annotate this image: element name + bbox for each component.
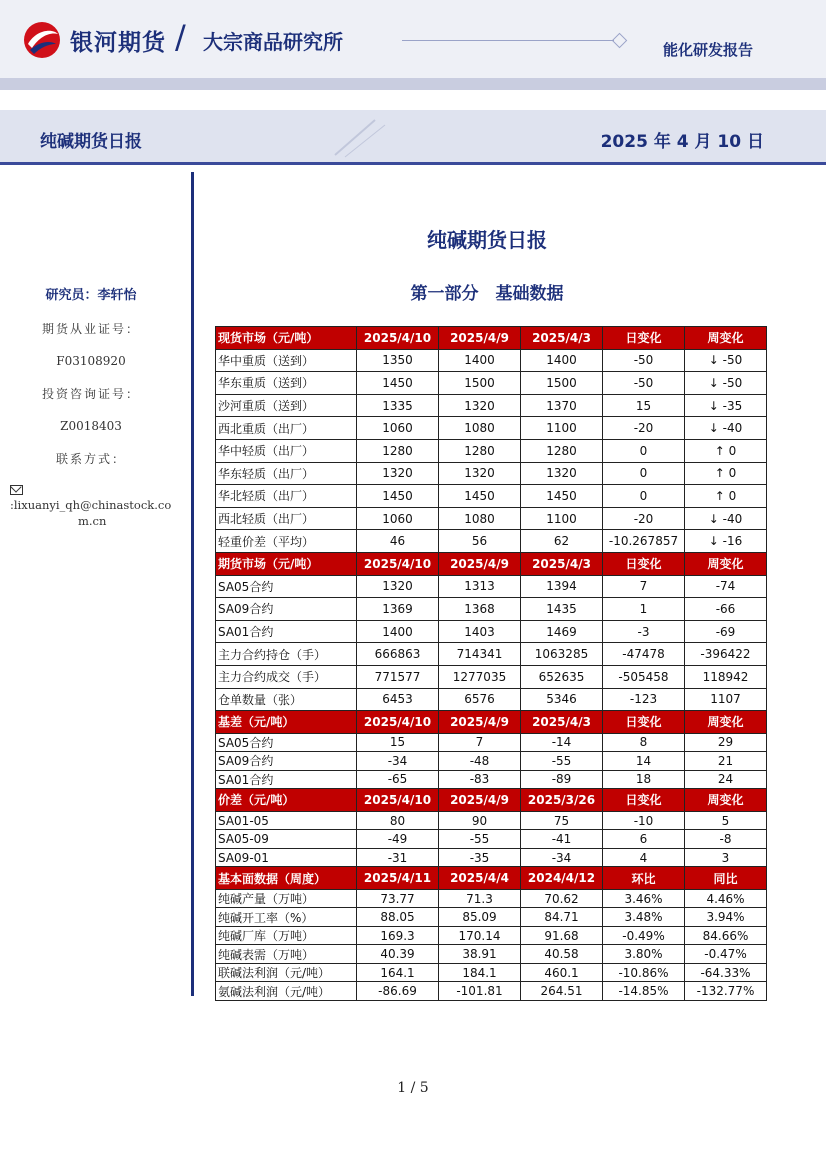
table-cell: 169.3 bbox=[357, 926, 439, 945]
table-cell: ↓ -50 bbox=[685, 372, 767, 395]
section-title: 第一部分 基础数据 bbox=[410, 284, 564, 304]
table-cell: 73.77 bbox=[357, 889, 439, 908]
row-label: SA05-09 bbox=[216, 830, 357, 849]
section-header-label: 期货市场（元/吨） bbox=[216, 552, 357, 575]
table-row bbox=[216, 945, 767, 964]
table-row bbox=[216, 417, 767, 440]
table-cell: 15 bbox=[603, 394, 685, 417]
table-cell: -123 bbox=[603, 688, 685, 711]
row-label: SA05合约 bbox=[216, 575, 357, 598]
mail-icon bbox=[10, 485, 23, 495]
table-cell: -101.81 bbox=[439, 982, 521, 1001]
column-header: 日变化 bbox=[603, 789, 685, 812]
table-cell: -34 bbox=[357, 752, 439, 771]
table-row bbox=[216, 811, 767, 830]
table-cell: 4 bbox=[603, 848, 685, 867]
table-section-header bbox=[216, 711, 767, 734]
column-header: 2025/4/9 bbox=[439, 789, 521, 812]
table-cell: 1350 bbox=[357, 349, 439, 372]
table-cell: 1450 bbox=[521, 485, 603, 508]
table-cell: ↓ -16 bbox=[685, 530, 767, 553]
advisory-label: 投资咨询证号： bbox=[41, 387, 140, 401]
table-cell: -20 bbox=[603, 507, 685, 530]
column-header: 2025/4/11 bbox=[357, 867, 439, 890]
table-cell: 1500 bbox=[521, 372, 603, 395]
section-header-label: 价差（元/吨） bbox=[216, 789, 357, 812]
table-cell: -89 bbox=[521, 770, 603, 789]
table-cell: 1100 bbox=[521, 507, 603, 530]
table-cell: ↓ -40 bbox=[685, 507, 767, 530]
email-line1: :lixuanyi_qh@chinastock.co bbox=[10, 498, 172, 512]
table-row bbox=[216, 507, 767, 530]
table-cell: 3.48% bbox=[603, 908, 685, 927]
table-cell: 4.46% bbox=[685, 889, 767, 908]
row-label: 华中轻质（出厂） bbox=[216, 439, 357, 462]
table-cell: 21 bbox=[685, 752, 767, 771]
table-cell: 7 bbox=[603, 575, 685, 598]
table-cell: -34 bbox=[521, 848, 603, 867]
table-row bbox=[216, 688, 767, 711]
table-cell: -50 bbox=[603, 349, 685, 372]
table-cell: -48 bbox=[439, 752, 521, 771]
table-cell: 714341 bbox=[439, 643, 521, 666]
table-cell: 0 bbox=[603, 485, 685, 508]
table-cell: 184.1 bbox=[439, 963, 521, 982]
table-cell: -31 bbox=[357, 848, 439, 867]
table-cell: 1280 bbox=[439, 439, 521, 462]
table-row bbox=[216, 530, 767, 553]
column-header: 2025/4/3 bbox=[521, 327, 603, 350]
email-line2: m.cn bbox=[78, 514, 107, 528]
table-cell: -0.47% bbox=[685, 945, 767, 964]
column-header: 2025/4/9 bbox=[439, 711, 521, 734]
table-cell: 70.62 bbox=[521, 889, 603, 908]
table-cell: 80 bbox=[357, 811, 439, 830]
table-row bbox=[216, 643, 767, 666]
galaxy-futures-logo-icon bbox=[22, 20, 62, 60]
table-row bbox=[216, 926, 767, 945]
table-cell: -505458 bbox=[603, 665, 685, 688]
table-cell: 1080 bbox=[439, 507, 521, 530]
column-header: 2025/4/10 bbox=[357, 552, 439, 575]
table-cell: 84.66% bbox=[685, 926, 767, 945]
table-row bbox=[216, 733, 767, 752]
row-label: SA09合约 bbox=[216, 752, 357, 771]
analyst-name: 研究员：李轩怡 bbox=[45, 288, 137, 303]
table-row bbox=[216, 394, 767, 417]
column-header: 2025/4/10 bbox=[357, 789, 439, 812]
table-cell: -86.69 bbox=[357, 982, 439, 1001]
table-cell: 75 bbox=[521, 811, 603, 830]
table-cell: 460.1 bbox=[521, 963, 603, 982]
table-cell: -10.267857 bbox=[603, 530, 685, 553]
table-cell: 1107 bbox=[685, 688, 767, 711]
table-cell: -0.49% bbox=[603, 926, 685, 945]
table-cell: -14.85% bbox=[603, 982, 685, 1001]
analyst-sidebar bbox=[0, 285, 182, 529]
header-deco-line bbox=[402, 40, 614, 41]
table-cell: 1500 bbox=[439, 372, 521, 395]
column-header: 环比 bbox=[603, 867, 685, 890]
table-cell: 88.05 bbox=[357, 908, 439, 927]
row-label: 轻重价差（平均） bbox=[216, 530, 357, 553]
table-cell: 1403 bbox=[439, 620, 521, 643]
table-cell: -132.77% bbox=[685, 982, 767, 1001]
table-cell: -64.33% bbox=[685, 963, 767, 982]
table-cell: -83 bbox=[439, 770, 521, 789]
sidebar-divider bbox=[191, 172, 194, 996]
table-cell: 1280 bbox=[357, 439, 439, 462]
table-cell: 164.1 bbox=[357, 963, 439, 982]
table-cell: 1394 bbox=[521, 575, 603, 598]
table-cell: 46 bbox=[357, 530, 439, 553]
table-cell: -55 bbox=[439, 830, 521, 849]
table-row bbox=[216, 848, 767, 867]
row-label: 西北轻质（出厂） bbox=[216, 507, 357, 530]
table-cell: -55 bbox=[521, 752, 603, 771]
table-cell: ↑ 0 bbox=[685, 485, 767, 508]
column-header: 2025/4/3 bbox=[521, 552, 603, 575]
band-decoration-icon bbox=[330, 115, 390, 160]
table-cell: 40.58 bbox=[521, 945, 603, 964]
table-cell: 62 bbox=[521, 530, 603, 553]
row-label: SA01合约 bbox=[216, 620, 357, 643]
row-label: SA01合约 bbox=[216, 770, 357, 789]
table-cell: 1280 bbox=[521, 439, 603, 462]
column-header: 日变化 bbox=[603, 552, 685, 575]
table-cell: -49 bbox=[357, 830, 439, 849]
table-cell: -69 bbox=[685, 620, 767, 643]
table-cell: 652635 bbox=[521, 665, 603, 688]
column-header: 2025/4/9 bbox=[439, 552, 521, 575]
column-header: 周变化 bbox=[685, 789, 767, 812]
row-label: 主力合约持仓（手） bbox=[216, 643, 357, 666]
table-cell: -47478 bbox=[603, 643, 685, 666]
table-row bbox=[216, 575, 767, 598]
row-label: 华中重质（送到） bbox=[216, 349, 357, 372]
table-cell: 1320 bbox=[521, 462, 603, 485]
table-cell: 170.14 bbox=[439, 926, 521, 945]
section-header-label: 基差（元/吨） bbox=[216, 711, 357, 734]
table-cell: -50 bbox=[603, 372, 685, 395]
table-cell: 6453 bbox=[357, 688, 439, 711]
table-cell: 1320 bbox=[439, 394, 521, 417]
table-row bbox=[216, 770, 767, 789]
table-cell: -35 bbox=[439, 848, 521, 867]
company-name: 银河期货 bbox=[70, 30, 166, 56]
row-label: SA01-05 bbox=[216, 811, 357, 830]
row-label: 主力合约成交（手） bbox=[216, 665, 357, 688]
table-cell: 6576 bbox=[439, 688, 521, 711]
row-label: 西北重质（出厂） bbox=[216, 417, 357, 440]
table-cell: 15 bbox=[357, 733, 439, 752]
table-cell: ↑ 0 bbox=[685, 439, 767, 462]
table-cell: 1080 bbox=[439, 417, 521, 440]
table-cell: 1370 bbox=[521, 394, 603, 417]
table-cell: ↓ -50 bbox=[685, 349, 767, 372]
table-row bbox=[216, 439, 767, 462]
table-cell: 1400 bbox=[439, 349, 521, 372]
column-header: 日变化 bbox=[603, 711, 685, 734]
contact-email[interactable] bbox=[0, 481, 182, 529]
table-cell: -396422 bbox=[685, 643, 767, 666]
table-cell: 90 bbox=[439, 811, 521, 830]
table-cell: -3 bbox=[603, 620, 685, 643]
institute-name: 大宗商品研究所 bbox=[203, 30, 343, 54]
table-cell: 91.68 bbox=[521, 926, 603, 945]
row-label: SA05合约 bbox=[216, 733, 357, 752]
table-row bbox=[216, 665, 767, 688]
table-cell: 3.80% bbox=[603, 945, 685, 964]
advisory-value: Z0018403 bbox=[60, 419, 122, 433]
table-cell: 40.39 bbox=[357, 945, 439, 964]
table-row bbox=[216, 462, 767, 485]
table-cell: 1400 bbox=[357, 620, 439, 643]
table-section-header bbox=[216, 789, 767, 812]
table-cell: 1060 bbox=[357, 507, 439, 530]
table-cell: -10.86% bbox=[603, 963, 685, 982]
table-cell: 1450 bbox=[357, 372, 439, 395]
table-cell: 1469 bbox=[521, 620, 603, 643]
table-cell: -8 bbox=[685, 830, 767, 849]
column-header: 日变化 bbox=[603, 327, 685, 350]
table-cell: 771577 bbox=[357, 665, 439, 688]
row-label: 纯碱表需（万吨） bbox=[216, 945, 357, 964]
table-cell: 1063285 bbox=[521, 643, 603, 666]
table-cell: 264.51 bbox=[521, 982, 603, 1001]
table-cell: 38.91 bbox=[439, 945, 521, 964]
table-row bbox=[216, 963, 767, 982]
table-row bbox=[216, 485, 767, 508]
table-cell: 1320 bbox=[357, 462, 439, 485]
page-title: 纯碱期货日报 bbox=[427, 228, 547, 252]
basic-data-table bbox=[215, 326, 767, 1001]
table-cell: 1 bbox=[603, 598, 685, 621]
table-section-header bbox=[216, 867, 767, 890]
table-cell: -20 bbox=[603, 417, 685, 440]
table-cell: 1368 bbox=[439, 598, 521, 621]
table-cell: 8 bbox=[603, 733, 685, 752]
table-cell: -14 bbox=[521, 733, 603, 752]
row-label: 纯碱厂库（万吨） bbox=[216, 926, 357, 945]
table-cell: 118942 bbox=[685, 665, 767, 688]
column-header: 周变化 bbox=[685, 711, 767, 734]
table-cell: 29 bbox=[685, 733, 767, 752]
row-label: 沙河重质（送到） bbox=[216, 394, 357, 417]
row-label: 华北轻质（出厂） bbox=[216, 485, 357, 508]
table-cell: 85.09 bbox=[439, 908, 521, 927]
table-row bbox=[216, 620, 767, 643]
table-cell: 7 bbox=[439, 733, 521, 752]
table-cell: 14 bbox=[603, 752, 685, 771]
contact-label: 联系方式： bbox=[55, 452, 126, 466]
row-label: 纯碱开工率（%） bbox=[216, 908, 357, 927]
table-cell: -10 bbox=[603, 811, 685, 830]
table-row bbox=[216, 830, 767, 849]
table-cell: 1320 bbox=[357, 575, 439, 598]
table-row bbox=[216, 752, 767, 771]
column-header: 周变化 bbox=[685, 327, 767, 350]
page-number: 1 / 5 bbox=[397, 1080, 429, 1096]
table-cell: 71.3 bbox=[439, 889, 521, 908]
table-row bbox=[216, 889, 767, 908]
row-label: 华东轻质（出厂） bbox=[216, 462, 357, 485]
row-label: 联碱法利润（元/吨） bbox=[216, 963, 357, 982]
header-separator: / bbox=[175, 18, 186, 56]
table-cell: 18 bbox=[603, 770, 685, 789]
report-type: 能化研发报告 bbox=[662, 41, 753, 59]
column-header: 2025/4/10 bbox=[357, 327, 439, 350]
table-cell: 1450 bbox=[439, 485, 521, 508]
table-cell: 3.46% bbox=[603, 889, 685, 908]
table-row bbox=[216, 908, 767, 927]
column-header: 同比 bbox=[685, 867, 767, 890]
table-cell: -74 bbox=[685, 575, 767, 598]
table-cell: 6 bbox=[603, 830, 685, 849]
table-cell: 1450 bbox=[357, 485, 439, 508]
row-label: 仓单数量（张） bbox=[216, 688, 357, 711]
table-row bbox=[216, 349, 767, 372]
table-cell: 24 bbox=[685, 770, 767, 789]
table-cell: 666863 bbox=[357, 643, 439, 666]
row-label: 华东重质（送到） bbox=[216, 372, 357, 395]
table-cell: 1313 bbox=[439, 575, 521, 598]
row-label: SA09合约 bbox=[216, 598, 357, 621]
table-cell: ↓ -35 bbox=[685, 394, 767, 417]
column-header: 2025/4/10 bbox=[357, 711, 439, 734]
table-cell: 84.71 bbox=[521, 908, 603, 927]
column-header: 2024/4/12 bbox=[521, 867, 603, 890]
table-row bbox=[216, 982, 767, 1001]
row-label: 纯碱产量（万吨） bbox=[216, 889, 357, 908]
table-cell: -41 bbox=[521, 830, 603, 849]
report-date: 2025 年 4 月 10 日 bbox=[600, 132, 764, 152]
table-cell: ↑ 0 bbox=[685, 462, 767, 485]
table-section-header bbox=[216, 552, 767, 575]
table-cell: 1277035 bbox=[439, 665, 521, 688]
table-cell: 0 bbox=[603, 462, 685, 485]
section-header-label: 基本面数据（周度） bbox=[216, 867, 357, 890]
table-cell: 3.94% bbox=[685, 908, 767, 927]
row-label: 氨碱法利润（元/吨） bbox=[216, 982, 357, 1001]
table-cell: 3 bbox=[685, 848, 767, 867]
license-value: F03108920 bbox=[56, 354, 126, 368]
column-header: 周变化 bbox=[685, 552, 767, 575]
table-cell: ↓ -40 bbox=[685, 417, 767, 440]
table-cell: 0 bbox=[603, 439, 685, 462]
table-cell: 1100 bbox=[521, 417, 603, 440]
table-cell: 1369 bbox=[357, 598, 439, 621]
column-header: 2025/3/26 bbox=[521, 789, 603, 812]
license-label: 期货从业证号： bbox=[41, 322, 140, 336]
row-label: SA09-01 bbox=[216, 848, 357, 867]
table-cell: 1320 bbox=[439, 462, 521, 485]
table-cell: -66 bbox=[685, 598, 767, 621]
table-cell: 56 bbox=[439, 530, 521, 553]
table-section-header bbox=[216, 327, 767, 350]
table-cell: 5 bbox=[685, 811, 767, 830]
column-header: 2025/4/9 bbox=[439, 327, 521, 350]
column-header: 2025/4/4 bbox=[439, 867, 521, 890]
table-cell: 1060 bbox=[357, 417, 439, 440]
table-cell: 5346 bbox=[521, 688, 603, 711]
table-cell: 1435 bbox=[521, 598, 603, 621]
band-title: 纯碱期货日报 bbox=[40, 132, 142, 152]
table-cell: 1400 bbox=[521, 349, 603, 372]
table-cell: 1335 bbox=[357, 394, 439, 417]
table-row bbox=[216, 372, 767, 395]
section-header-label: 现货市场（元/吨） bbox=[216, 327, 357, 350]
column-header: 2025/4/3 bbox=[521, 711, 603, 734]
table-row bbox=[216, 598, 767, 621]
table-cell: -65 bbox=[357, 770, 439, 789]
